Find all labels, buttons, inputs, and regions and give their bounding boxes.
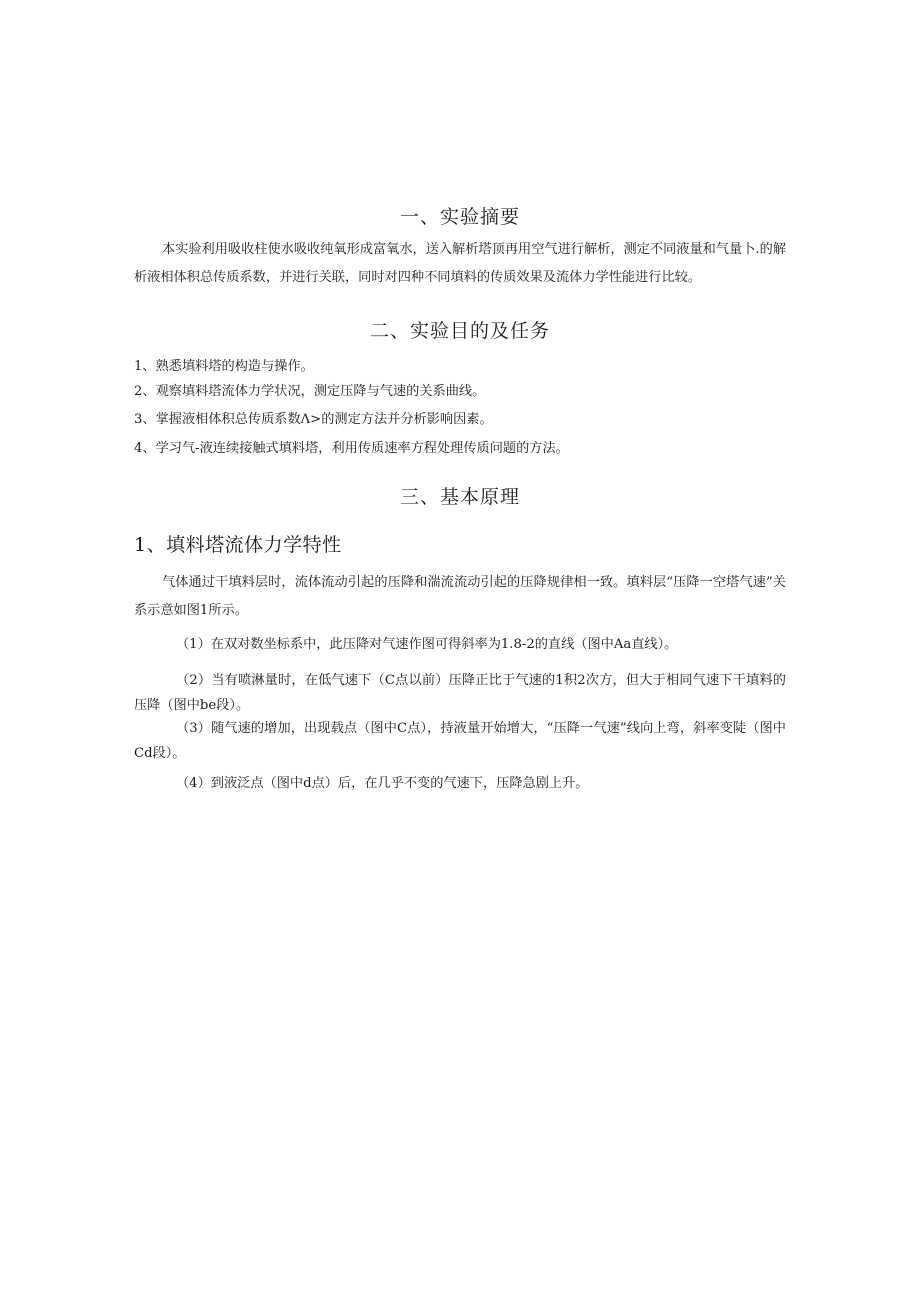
principle-item-1: （1）在双对数坐标系中，此压降对气速作图可得斜率为1.8-2的直线（图中Aa直线）。	[176, 637, 678, 652]
subsection-title-hydrodynamics: 1、填料塔流体力学特性	[134, 534, 342, 556]
objective-item-1: 1、熟悉填料塔的构造与操作。	[134, 359, 314, 374]
objective-item-2: 2、观察填料塔流体力学状况，测定压降与气速的关系曲线。	[134, 384, 486, 399]
abstract-paragraph: 本实验利用吸收柱使水吸收纯氧形成富氧水，送入解析塔顶再用空气进行解析，测定不同液量和气量卜.的解析液相体积总传质系数，并进行关联，同时对四种不同填料的传质效果及流体力学性能进行比较。	[134, 242, 787, 285]
section-title-objectives: 二、实验目的及任务	[369, 320, 550, 342]
objective-item-4: 4、学习气-液连续接触式填料塔，利用传质速率方程处理传质问题的方法。	[134, 441, 569, 456]
hydrodynamics-paragraph: 气体通过干填料层时，流体流动引起的压降和湍流流动引起的压降规律相一致。填料层“压降一空塔气速”关系示意如图1所示。	[134, 575, 786, 618]
principle-item-4: （4）到液泛点（图中d点）后，在几乎不变的气速下，压降急剧上升。	[176, 776, 589, 791]
section-title-abstract: 一、实验摘要	[399, 206, 520, 228]
principle-item-3: （3）随气速的增加，出现载点（图中C点），持液量开始增大，“压降一气速”线向上弯，斜率变陡（图中Cd段）。	[134, 721, 786, 761]
principle-item-2: （2）当有喷淋量时，在低气速下（C点以前）压降正比于气速的1积2次方，但大于相同气速下干填料的压降（图中be段）。	[134, 673, 786, 713]
objective-item-3: 3、掌握液相体积总传质系数Λ>的测定方法并分析影响因素。	[134, 412, 493, 427]
section-title-principles: 三、基本原理	[399, 486, 520, 508]
